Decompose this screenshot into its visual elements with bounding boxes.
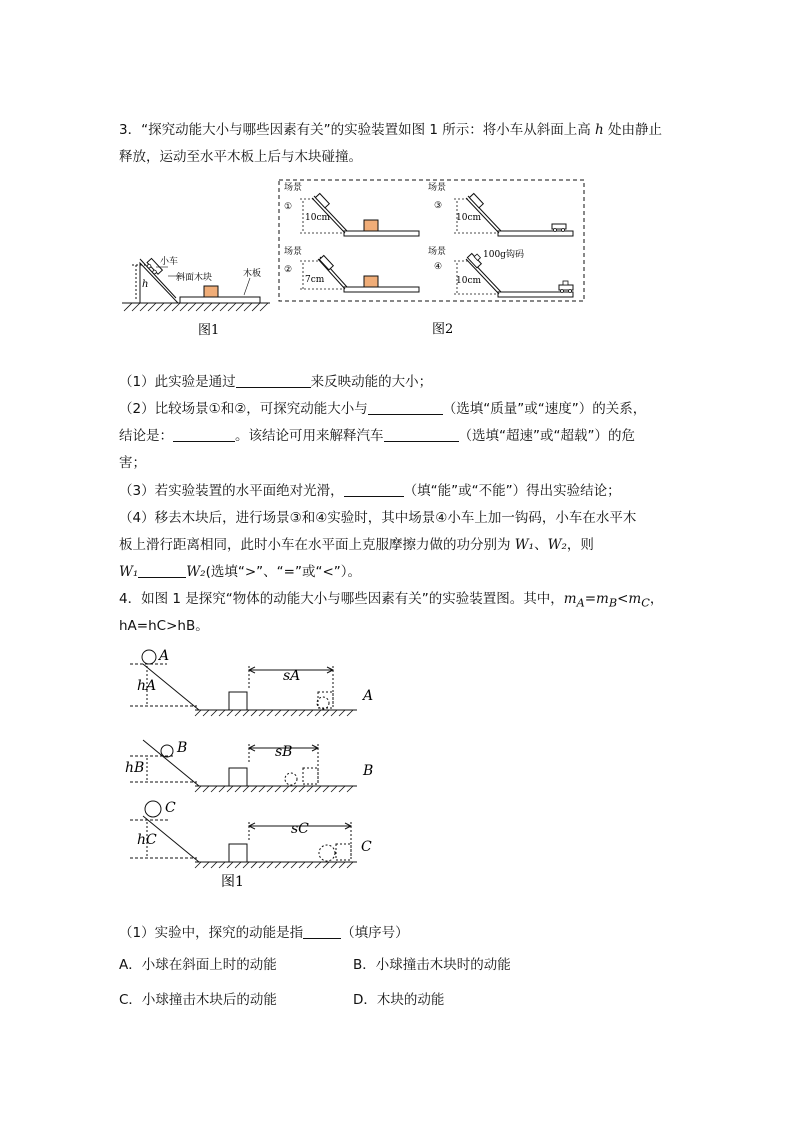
fig1-board-label: 木板 [243, 269, 262, 279]
q3-w1b: W₁ [119, 564, 139, 580]
scene-4-height: 10cm [456, 276, 482, 286]
q3-w2: W₂ [547, 537, 567, 553]
q4-part1-blank[interactable] [303, 924, 341, 939]
fig2-caption: 图2 [432, 322, 454, 337]
q4-figure [125, 648, 385, 896]
q3-conclusion-text-b: 。该结论可用来解释汽车 [235, 428, 384, 444]
q3-part2-conclusion [119, 426, 635, 446]
q3-part2-end: 害； [119, 455, 146, 471]
q3-stem-line2: 释放，运动至水平木板上后与木块碰撞。 [119, 149, 362, 165]
q3-part3-text: （3）若实验装置的水平面绝对光滑， [119, 483, 344, 499]
q4-fig-caption: 图1 [221, 874, 244, 890]
h-a-label: hA [137, 678, 157, 694]
q3-part1-text: （1）此实验是通过 [119, 374, 236, 390]
q3-part4-text-b: ，则 [566, 537, 594, 553]
q3-conclusion-text-c: （选填“超速”或“超载”）的危 [458, 428, 635, 444]
q3-car-blank[interactable] [384, 427, 459, 442]
ball-a-label: A [159, 648, 170, 664]
q3-part1 [119, 372, 432, 392]
q4-part1-text: （1）实验中，探究的动能是指 [119, 925, 304, 941]
q3-part3 [119, 481, 621, 501]
scene-2 [284, 245, 419, 292]
fig1-slope-label: 斜面木块 [176, 273, 213, 283]
scene-4 [428, 245, 573, 297]
q4-comma: ， [649, 591, 664, 607]
ball-c-label: C [165, 800, 176, 816]
h-b-label: hB [125, 760, 145, 776]
q4-eq-m: =m [584, 591, 609, 607]
q4-part1-text-b: （填序号） [341, 925, 409, 941]
q4-stem-line2: hA=hC>hB。 [119, 618, 209, 634]
q3-figure2 [278, 179, 588, 345]
q3-w2b: W₂ [186, 564, 206, 580]
q4-lt-m: <m [617, 591, 642, 607]
q3-figure1 [118, 245, 278, 345]
scene-3-height: 10cm [456, 213, 482, 223]
q3-part3-blank[interactable] [344, 482, 404, 497]
q4-m: m [563, 591, 577, 607]
s-c-label: sC [291, 821, 309, 837]
s-a-label: sA [283, 668, 301, 684]
q4-part1 [119, 923, 409, 943]
q3-w1: W₁ [514, 537, 535, 553]
q4-option-a[interactable]: A．小球在斜面上时的动能 [119, 957, 277, 973]
q4-stem-line1 [119, 589, 663, 614]
scene-3-label: 场景 [428, 183, 447, 193]
scene-2-number: ② [284, 265, 293, 275]
q4-option-d[interactable]: D．木块的动能 [353, 992, 445, 1008]
row-a-label: A [363, 688, 374, 704]
q4-sub-a: A [576, 596, 585, 610]
q3-part2-blank[interactable] [368, 400, 443, 415]
q3-stem-text: 3．“探究动能大小与哪些因素有关”的实验装置如图 1 所示：将小车从斜面上高 [119, 122, 596, 138]
q3-part1-text-b: 来反映动能的大小； [310, 374, 433, 390]
scene-1 [284, 181, 419, 236]
q3-part2-text-b: （选填“质量”或“速度”）的关系， [442, 401, 647, 417]
q3-stem-text-b: 处由静止 [603, 122, 663, 138]
scene-3 [428, 181, 573, 236]
ball-b-label: B [177, 740, 188, 756]
q3-conclusion-text: 结论是： [119, 428, 173, 444]
scene-2-label: 场景 [284, 247, 303, 257]
q3-part4-blank[interactable] [138, 563, 186, 578]
q3-part2 [119, 399, 646, 419]
q3-part4-line3 [119, 562, 361, 582]
q3-stem-h: h [595, 122, 604, 138]
row-c-label: C [361, 839, 372, 855]
q3-part4-line2 [119, 535, 594, 555]
fig1-caption: 图1 [198, 323, 220, 338]
q3-part4-text-c: (选填“>”、“=”或“<”）。 [205, 564, 362, 580]
scene-4-weight-label: 100g钩码 [483, 250, 524, 260]
scene-2-height: 7cm [305, 275, 325, 285]
q3-stem-line1 [119, 120, 662, 140]
q3-sep: 、 [534, 537, 548, 553]
scene-4-number: ④ [434, 262, 443, 272]
fig1-car-label: 小车 [160, 257, 179, 267]
fig1-h-label: h [142, 279, 149, 290]
q3-part4-text: 板上滑行距离相同，此时小车在水平面上克服摩擦力做的功分别为 [119, 537, 515, 553]
q3-part3-text-b: （填“能”或“不能”）得出实验结论； [403, 483, 621, 499]
q4-sub-b: B [608, 596, 618, 610]
q4-stem-text: 4．如图 1 是探究“物体的动能大小与哪些因素有关”的实验装置图。其中， [119, 591, 564, 607]
scene-3-number: ③ [434, 201, 443, 211]
s-b-label: sB [275, 744, 293, 760]
scene-4-label: 场景 [428, 247, 447, 257]
q4-option-b[interactable]: B．小球撞击木块时的动能 [353, 957, 511, 973]
q3-conclusion-blank[interactable] [173, 427, 235, 442]
q3-part1-blank[interactable] [236, 373, 311, 388]
q3-part2-text: （2）比较场景①和②，可探究动能大小与 [119, 401, 368, 417]
scene-1-height: 10cm [305, 213, 331, 223]
q4-sub-c: C [641, 596, 650, 610]
q4-option-c[interactable]: C．小球撞击木块后的动能 [119, 992, 277, 1008]
h-c-label: hC [137, 832, 157, 848]
scene-1-number: ① [284, 202, 293, 212]
scene-1-label: 场景 [284, 183, 303, 193]
row-b-label: B [363, 763, 374, 779]
q3-part4: （4）移去木块后，进行场景③和④实验时，其中场景④小车上加一钩码，小车在水平木 [119, 510, 637, 526]
